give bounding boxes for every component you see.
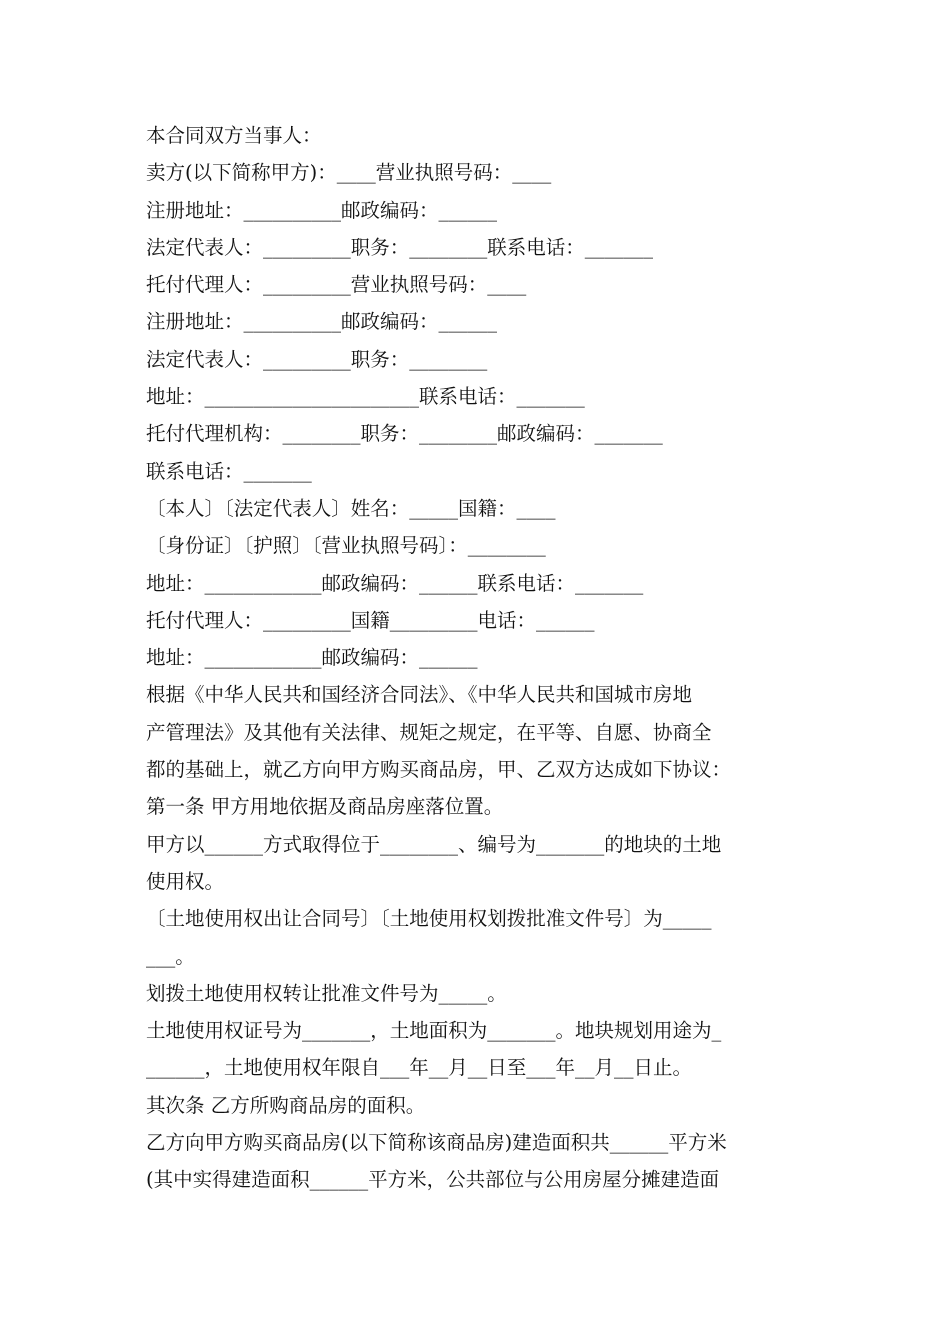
seller-representative-line: 法定代表人：_________职务：________联系电话：_______ [146,235,654,259]
buyer-address-line: 地址：____________邮政编码：______联系电话：_______ [146,571,644,595]
agent-address-line: 注册地址：__________邮政编码：______ [146,310,498,334]
article-1-text-4: ___。 [146,944,195,968]
contract-page [146,117,811,1199]
article-1-heading: 第一条 甲方用地依据及商品房座落位置。 [146,795,504,819]
seller-agent-line: 托付代理人：_________营业执照号码：____ [146,273,527,297]
article-1-text-1: 甲方以______方式取得位于________、编号为_______的地块的土地 [146,832,722,856]
agency-line: 托付代理机构：________职务：________邮政编码：_______ [146,422,663,446]
agency-phone-line: 联系电话：_______ [146,459,312,483]
preamble-line-2: 产管理法》及其他有关法律、规矩之规定，在平等、自愿、协商全 [146,720,712,744]
seller-address-line: 注册地址：__________邮政编码：______ [146,198,498,222]
agent-contact-line: 地址：______________________联系电话：_______ [146,385,585,409]
buyer-agent-address-line: 地址：____________邮政编码：______ [146,646,478,670]
article-2-heading: 其次条 乙方所购商品房的面积。 [146,1093,426,1117]
agent-representative-line: 法定代表人：_________职务：________ [146,347,488,371]
buyer-agent-line: 托付代理人：_________国籍_________电话：______ [146,608,595,632]
article-1-text-3: 〔土地使用权出让合同号〕〔土地使用权划拨批准文件号〕为_____ [146,907,712,931]
article-2-text-1: 乙方向甲方购买商品房(以下简称该商品房)建造面积共______平方米 [146,1131,727,1155]
preamble-line-1: 根据《中华人民共和国经济合同法》、《中华人民共和国城市房地 [146,683,693,707]
buyer-id-line: 〔身份证〕〔护照〕〔营业执照号码〕：________ [146,534,546,558]
article-1-text-2: 使用权。 [146,869,225,893]
article-1-text-6: 土地使用权证号为_______，土地面积为_______。地块规划用途为_ [146,1019,722,1043]
seller-line: 卖方(以下简称甲方)：____营业执照号码：____ [146,161,552,185]
parties-heading: 本合同双方当事人： [146,124,322,147]
preamble-line-3: 都的基础上，就乙方向甲方购买商品房，甲、乙双方达成如下协议： [146,758,732,782]
article-1-text-7: ______，土地使用权年限自___年__月__日至___年__月__日止。 [146,1056,693,1080]
article-1-text-5: 划拨土地使用权转让批准文件号为_____。 [146,981,507,1005]
article-2-text-2: (其中实得建造面积______平方米，公共部位与公用房屋分摊建造面 [146,1168,720,1192]
buyer-name-line: 〔本人〕〔法定代表人〕姓名：_____国籍：____ [146,496,556,520]
